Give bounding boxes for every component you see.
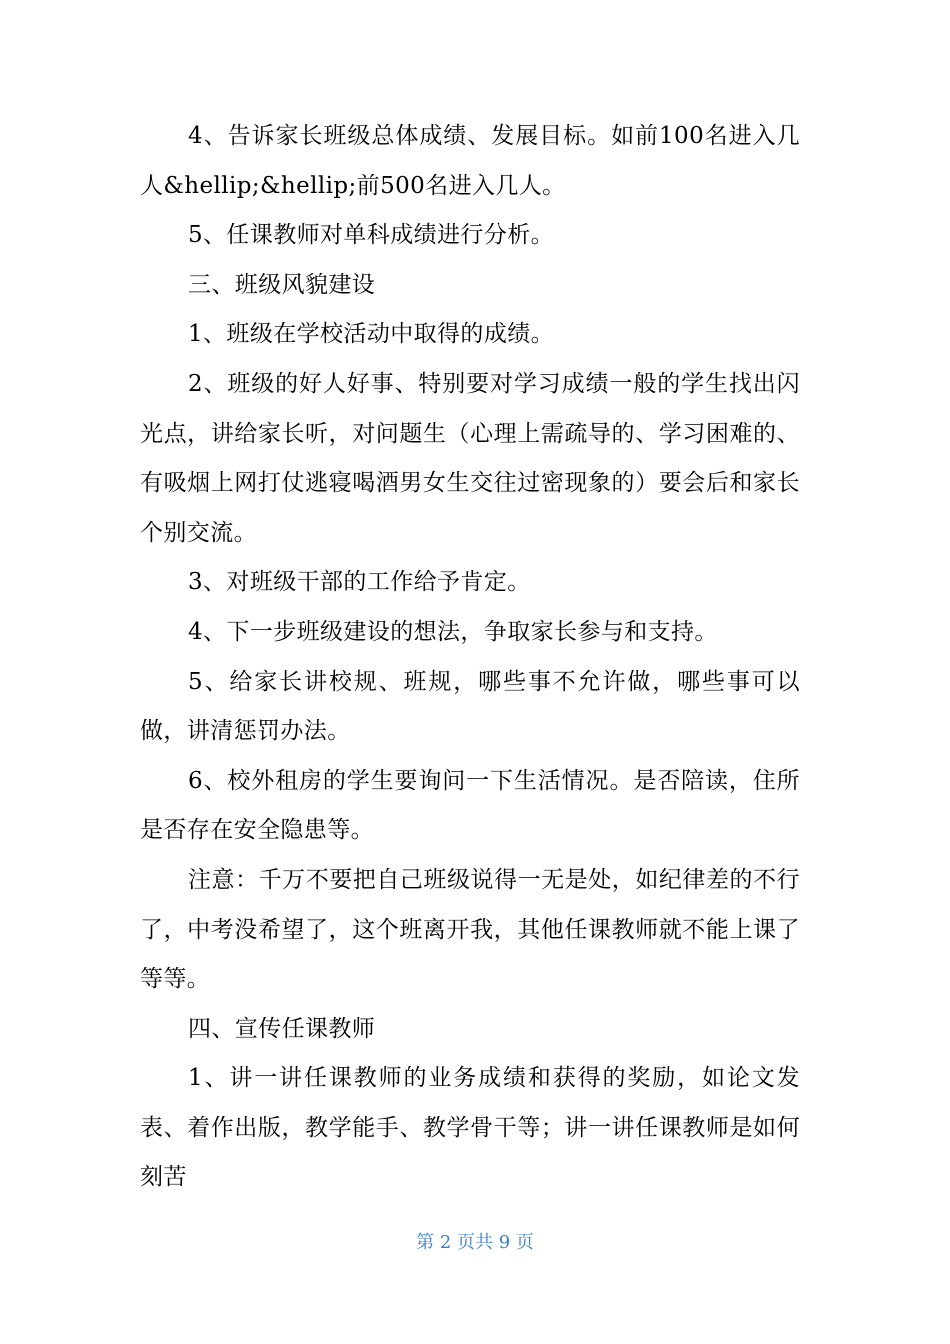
paragraph: 6、校外租房的学生要询问一下生活情况。是否陪读，住所是否存在安全隐患等。 — [140, 767, 800, 844]
paragraph: 4、下一步班级建设的想法，争取家长参与和支持。 — [188, 618, 718, 645]
section-heading: 三、班级风貌建设 — [188, 271, 376, 298]
document-body — [140, 112, 800, 1203]
section-heading: 四、宣传任课教师 — [188, 1015, 376, 1042]
page-number-footer: 第 2 页共 9 页 — [416, 1232, 534, 1253]
paragraph: 5、任课教师对单科成绩进行分析。 — [188, 222, 555, 249]
paragraph: 2、班级的好人好事、特别要对学习成绩一般的学生找出闪光点，讲给家长听，对问题生（心理上需疏导的、学习困难的、有吸烟上网打仗逃寝喝酒男女生交往过密现象的）要会后和家长个别交流。 — [140, 370, 800, 546]
paragraph: 1、班级在学校活动中取得的成绩。 — [188, 321, 555, 348]
paragraph: 4、告诉家长班级总体成绩、发展目标。如前100名进入几人&hellip;&hellip;前500名进入几人。 — [140, 123, 800, 199]
paragraph: 5、给家长讲校规、班规，哪些事不允许做，哪些事可以做，讲清惩罚办法。 — [140, 668, 800, 745]
paragraph: 1、讲一讲任课教师的业务成绩和获得的奖励，如论文发表、着作出版，教学能手、教学骨干等；讲一讲任课教师是如何刻苦 — [140, 1065, 800, 1191]
note-paragraph: 注意：千万不要把自己班级说得一无是处，如纪律差的不行了，中考没希望了，这个班离开我，其他任课教师就不能上课了等等。 — [140, 866, 800, 993]
paragraph: 3、对班级干部的工作给予肯定。 — [188, 569, 531, 596]
